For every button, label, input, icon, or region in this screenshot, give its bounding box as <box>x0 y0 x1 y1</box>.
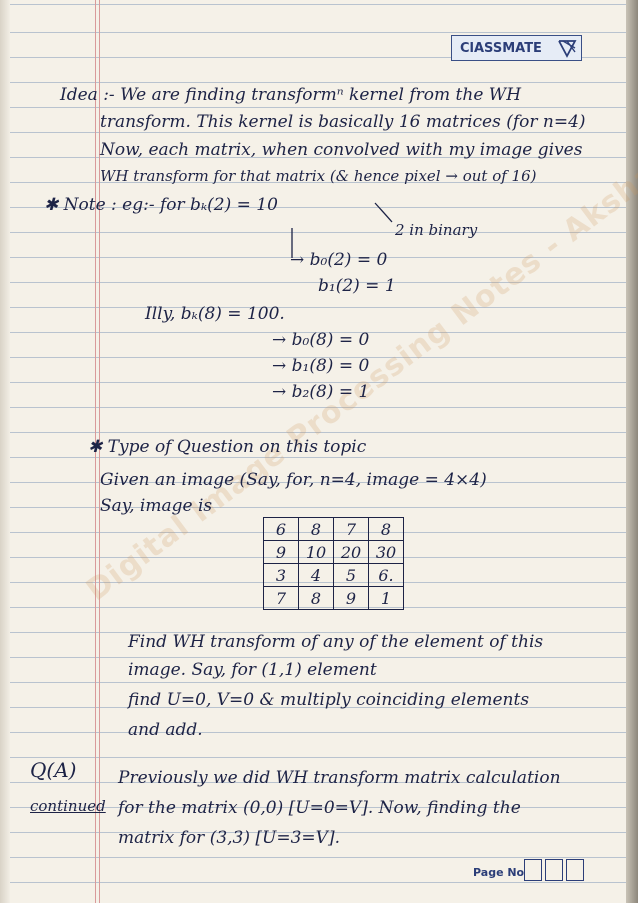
note-line-1: ✱ Note : eg:- for bₖ(2) = 10 <box>44 195 278 215</box>
matrix-cell: 6 <box>264 518 299 541</box>
matrix-cell: 4 <box>299 564 334 587</box>
question-a-label: Q(A) <box>30 758 77 782</box>
ily-line-3: → b₁(8) = 0 <box>272 356 370 376</box>
find-line-1: Find WH transform of any of the element of this <box>128 632 544 652</box>
note-arrows <box>280 200 420 270</box>
idea-line-1: Idea :- We are finding transformⁿ kernel from the WH <box>60 85 522 105</box>
matrix-cell: 30 <box>369 541 404 564</box>
idea-line-4: WH transform for that matrix (& hence pixel → out of 16) <box>100 167 537 185</box>
note-line-2: → b₀(2) = 0 <box>290 250 388 270</box>
image-matrix <box>263 517 404 610</box>
matrix-cell: 20 <box>334 541 369 564</box>
brand-logo <box>451 35 582 61</box>
question-type-heading: ✱ Type of Question on this topic <box>88 437 367 457</box>
note-line-3: b₁(2) = 1 <box>318 276 396 296</box>
page-number-box <box>545 859 563 881</box>
page-number-box <box>566 859 584 881</box>
matrix-cell: 7 <box>334 518 369 541</box>
matrix-cell: 5 <box>334 564 369 587</box>
page-edge-shadow <box>626 0 638 903</box>
matrix-row <box>264 518 404 541</box>
note-binary-label: 2 in binary <box>395 221 478 239</box>
matrix-cell: 9 <box>264 541 299 564</box>
matrix-row <box>264 564 404 587</box>
brand-mark-icon <box>557 39 577 58</box>
matrix-cell: 1 <box>369 587 404 610</box>
find-line-3: find U=0, V=0 & multiply coinciding elements <box>128 690 530 710</box>
page-number-label: Page No <box>473 866 525 879</box>
previous-line-1: Previously we did WH transform matrix calculation <box>118 768 561 788</box>
idea-line-2: transform. This kernel is basically 16 matrices (for n=4) <box>100 112 586 132</box>
question-line-2: Given an image (Say, for, n=4, image = 4×4) <box>100 470 487 490</box>
matrix-row <box>264 587 404 610</box>
matrix-row <box>264 541 404 564</box>
ily-line-2: → b₀(8) = 0 <box>272 330 370 350</box>
matrix-cell: 6. <box>369 564 404 587</box>
matrix-cell: 3 <box>264 564 299 587</box>
brand-label: ClASSMATE <box>460 40 542 56</box>
matrix-cell: 9 <box>334 587 369 610</box>
find-line-4: and add. <box>128 720 203 740</box>
matrix-cell: 10 <box>299 541 334 564</box>
previous-line-3: matrix for (3,3) [U=3=V]. <box>118 828 340 848</box>
matrix-cell: 7 <box>264 587 299 610</box>
previous-line-2: for the matrix (0,0) [U=0=V]. Now, finding the <box>118 798 521 818</box>
ily-line-1: Illy, bₖ(8) = 100. <box>145 304 285 324</box>
continued-label: continued <box>30 797 106 815</box>
matrix-cell: 8 <box>299 518 334 541</box>
matrix-cell: 8 <box>299 587 334 610</box>
find-line-2: image. Say, for (1,1) element <box>128 660 377 680</box>
page-number-box <box>524 859 542 881</box>
idea-line-3: Now, each matrix, when convolved with my image gives <box>100 140 583 160</box>
question-line-3: Say, image is <box>100 496 213 516</box>
matrix-cell: 8 <box>369 518 404 541</box>
binding-edge <box>0 0 10 903</box>
ily-line-4: → b₂(8) = 1 <box>272 382 370 402</box>
